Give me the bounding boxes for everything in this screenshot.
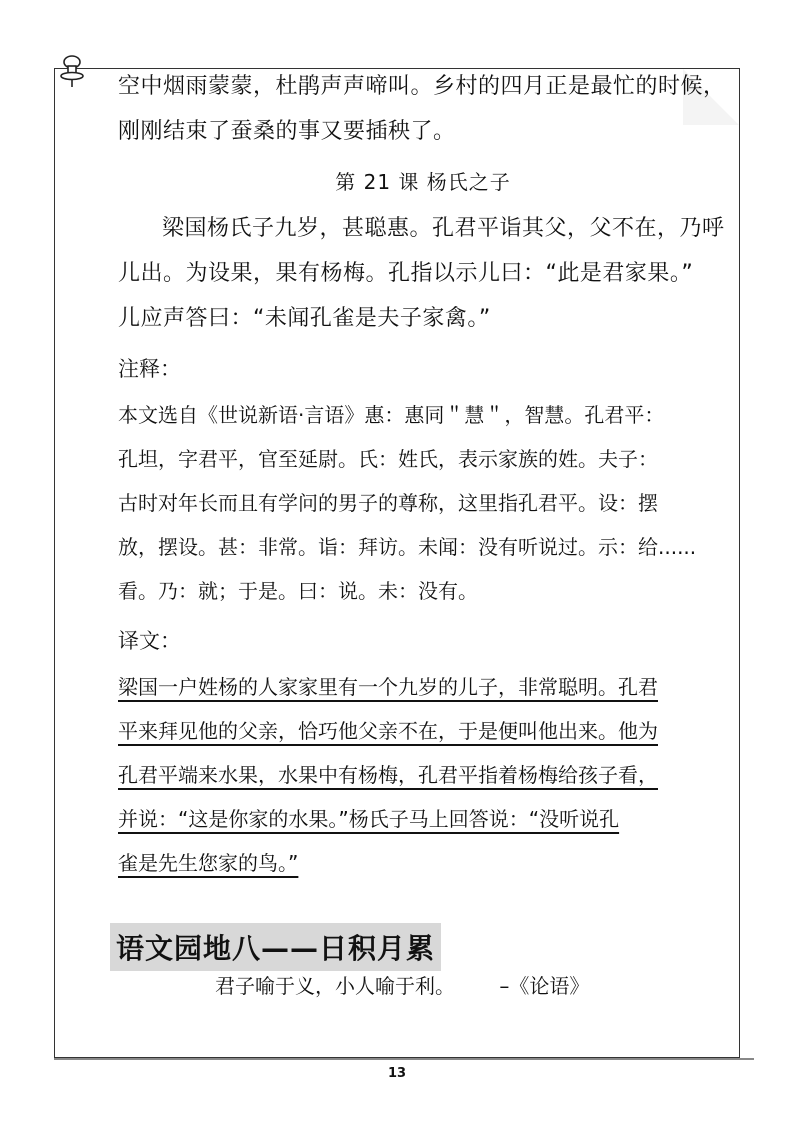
text-line: 看。乃：就；于是。曰：说。未：没有。 (118, 579, 478, 603)
quote-text: 君子喻于义，小人喻于利。 (215, 974, 455, 998)
text-line: 雀是先生您家的鸟。” (118, 851, 299, 875)
text-line: 空中烟雨蒙蒙，杜鹃声声啼叫。乡村的四月正是最忙的时候， (118, 74, 726, 99)
text-line: 刚刚结束了蚕桑的事又要插秧了。 (118, 119, 456, 144)
text-line: 放，摆设。甚：非常。诣：拜访。未闻：没有听说过。示：给...... (118, 535, 697, 559)
main-content (118, 64, 728, 885)
text-line: 儿出。为设果，果有杨梅。孔指以示儿曰：“此是君家果。” (118, 261, 694, 286)
previous-translation (118, 64, 728, 154)
text-line: 本文选自《世说新语·言语》惠：惠同＂慧＂，智慧。孔君平： (118, 403, 665, 427)
daily-quote (215, 970, 589, 1002)
text-line: 并说：“这是你家的水果。”杨氏子马上回答说：“没听说孔 (118, 807, 620, 831)
text-line: 孔君平端来水果，水果中有杨梅，孔君平指着杨梅给孩子看， (118, 763, 658, 787)
translation-heading: 译文： (118, 629, 181, 653)
text-line: 梁国一户姓杨的人家家里有一个九岁的儿子，非常聪明。孔君 (118, 675, 658, 699)
section-title: 语文园地八——日积月累 (110, 923, 441, 971)
text-line: 儿应声答曰：“未闻孔雀是夫子家禽。” (118, 306, 491, 331)
lesson-text (118, 206, 728, 341)
page-bottom-shadow (54, 1058, 754, 1060)
lesson-title: 第 21 课 杨氏之子 (335, 170, 511, 194)
pushpin-icon (58, 54, 86, 88)
translation-text (118, 665, 728, 885)
text-line: 梁国杨氏子九岁，甚聪惠。孔君平诣其父，父不在，乃呼 (162, 216, 725, 241)
quote-source: –《论语》 (499, 974, 590, 998)
text-line: 平来拜见他的父亲，恰巧他父亲不在，于是便叫他出来。他为 (118, 719, 658, 743)
text-line: 古时对年长而且有学问的男子的尊称，这里指孔君平。设：摆 (118, 491, 658, 515)
notes-heading: 注释： (118, 357, 181, 381)
notes-text (118, 393, 728, 613)
page-number: 13 (387, 1066, 407, 1081)
text-line: 孔坦，字君平，官至延尉。氏：姓氏，表示家族的姓。夫子： (118, 447, 658, 471)
